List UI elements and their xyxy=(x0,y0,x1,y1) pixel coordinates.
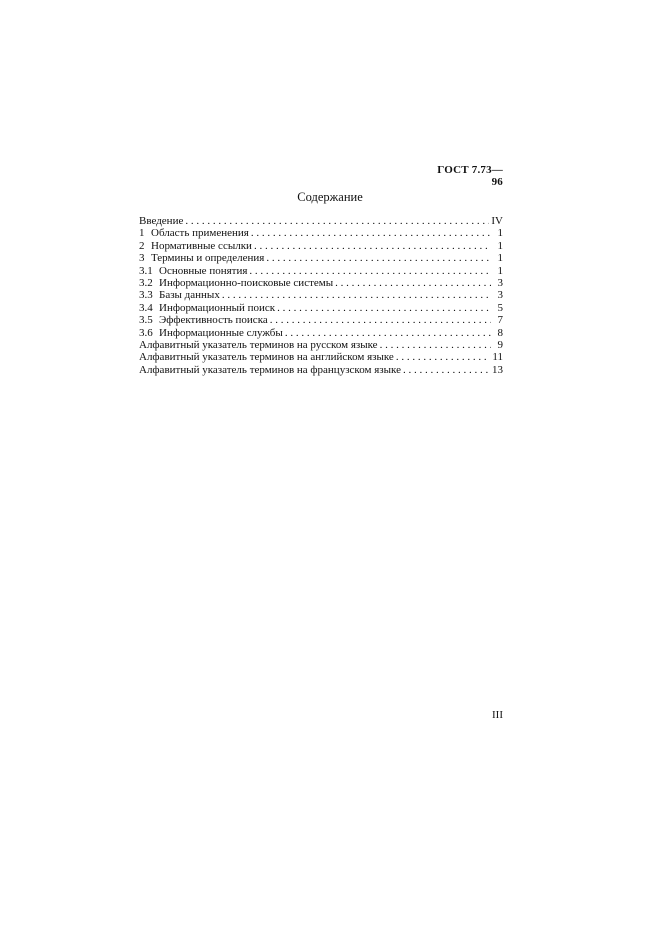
toc-entry-label: Область применения xyxy=(151,227,249,240)
toc-leader-dots xyxy=(380,339,491,351)
toc-entry-label: Введение xyxy=(139,215,184,227)
toc-entry-number: 3.2 xyxy=(139,276,153,289)
toc-leader-dots xyxy=(249,265,491,277)
toc-entry-page: 1 xyxy=(497,239,503,252)
toc-entry-index-russian xyxy=(139,339,503,351)
toc-entry-databases xyxy=(139,289,503,301)
toc-entry-page: 1 xyxy=(497,252,503,265)
toc-entry-page: 5 xyxy=(497,301,503,314)
toc-entry-search-efficiency xyxy=(139,314,503,326)
toc-entry-label: Нормативные ссылки xyxy=(151,239,252,252)
toc-leader-dots xyxy=(403,364,490,376)
toc-entry-label: Информационные службы xyxy=(159,326,283,339)
toc-entry-label: Алфавитный указатель терминов на французском языке xyxy=(139,363,401,376)
page-number: III xyxy=(492,709,503,721)
toc-entry-number: 2 xyxy=(139,239,145,252)
toc-entry-label: Эффективность поиска xyxy=(159,314,268,327)
toc-title: Содержание xyxy=(297,190,363,204)
toc-entry-scope xyxy=(139,227,503,239)
toc-entry-label: Базы данных xyxy=(159,289,220,302)
toc-entry-page: 1 xyxy=(497,227,503,240)
toc-entry-page: 11 xyxy=(492,351,503,364)
toc-entry-page: IV xyxy=(491,215,503,227)
toc-leader-dots xyxy=(254,240,491,252)
toc-entry-label: Термины и определения xyxy=(151,252,265,265)
toc-entry-label: Основные понятия xyxy=(159,264,248,277)
toc-leader-dots xyxy=(266,252,491,264)
toc-leader-dots xyxy=(335,277,491,289)
toc-leader-dots xyxy=(251,227,491,239)
toc-entry-normative-references xyxy=(139,240,503,252)
toc-entry-label: Алфавитный указатель терминов на английском языке xyxy=(139,351,394,364)
toc-entry-number: 3.4 xyxy=(139,301,153,314)
toc-leader-dots xyxy=(277,302,491,314)
toc-leader-dots xyxy=(270,314,491,326)
toc-entry-number: 3.5 xyxy=(139,314,153,327)
toc-entry-index-english xyxy=(139,351,503,363)
toc-entry-information-retrieval xyxy=(139,302,503,314)
toc-entry-number: 3.3 xyxy=(139,289,153,302)
toc-entry-page: 1 xyxy=(497,264,503,277)
toc-entry-label: Информационный поиск xyxy=(159,301,276,314)
toc-leader-dots xyxy=(222,289,491,301)
toc-entry-label: Информационно-поисковые системы xyxy=(159,276,334,289)
toc-entry-page: 13 xyxy=(492,363,503,376)
toc-leader-dots xyxy=(285,327,491,339)
table-of-contents xyxy=(139,215,503,376)
standard-code: ГОСТ 7.73—96 xyxy=(437,164,503,188)
toc-entry-terms-definitions xyxy=(139,252,503,264)
toc-entry-page: 3 xyxy=(497,289,503,302)
toc-entry-retrieval-systems xyxy=(139,277,503,289)
toc-leader-dots xyxy=(185,215,489,227)
toc-entry-index-french xyxy=(139,364,503,376)
toc-entry-number: 3.1 xyxy=(139,264,153,277)
toc-entry-number: 3.6 xyxy=(139,326,153,339)
toc-entry-page: 3 xyxy=(497,276,503,289)
toc-entry-number: 1 xyxy=(139,227,145,240)
toc-entry-label: Алфавитный указатель терминов на русском языке xyxy=(139,338,378,351)
toc-entry-page: 7 xyxy=(497,314,503,327)
toc-entry-page: 8 xyxy=(497,326,503,339)
toc-entry-information-services xyxy=(139,327,503,339)
toc-entry-introduction xyxy=(139,215,503,227)
toc-entry-number: 3 xyxy=(139,252,145,265)
toc-entry-basic-concepts xyxy=(139,265,503,277)
toc-entry-page: 9 xyxy=(497,338,503,351)
toc-leader-dots xyxy=(396,351,491,363)
